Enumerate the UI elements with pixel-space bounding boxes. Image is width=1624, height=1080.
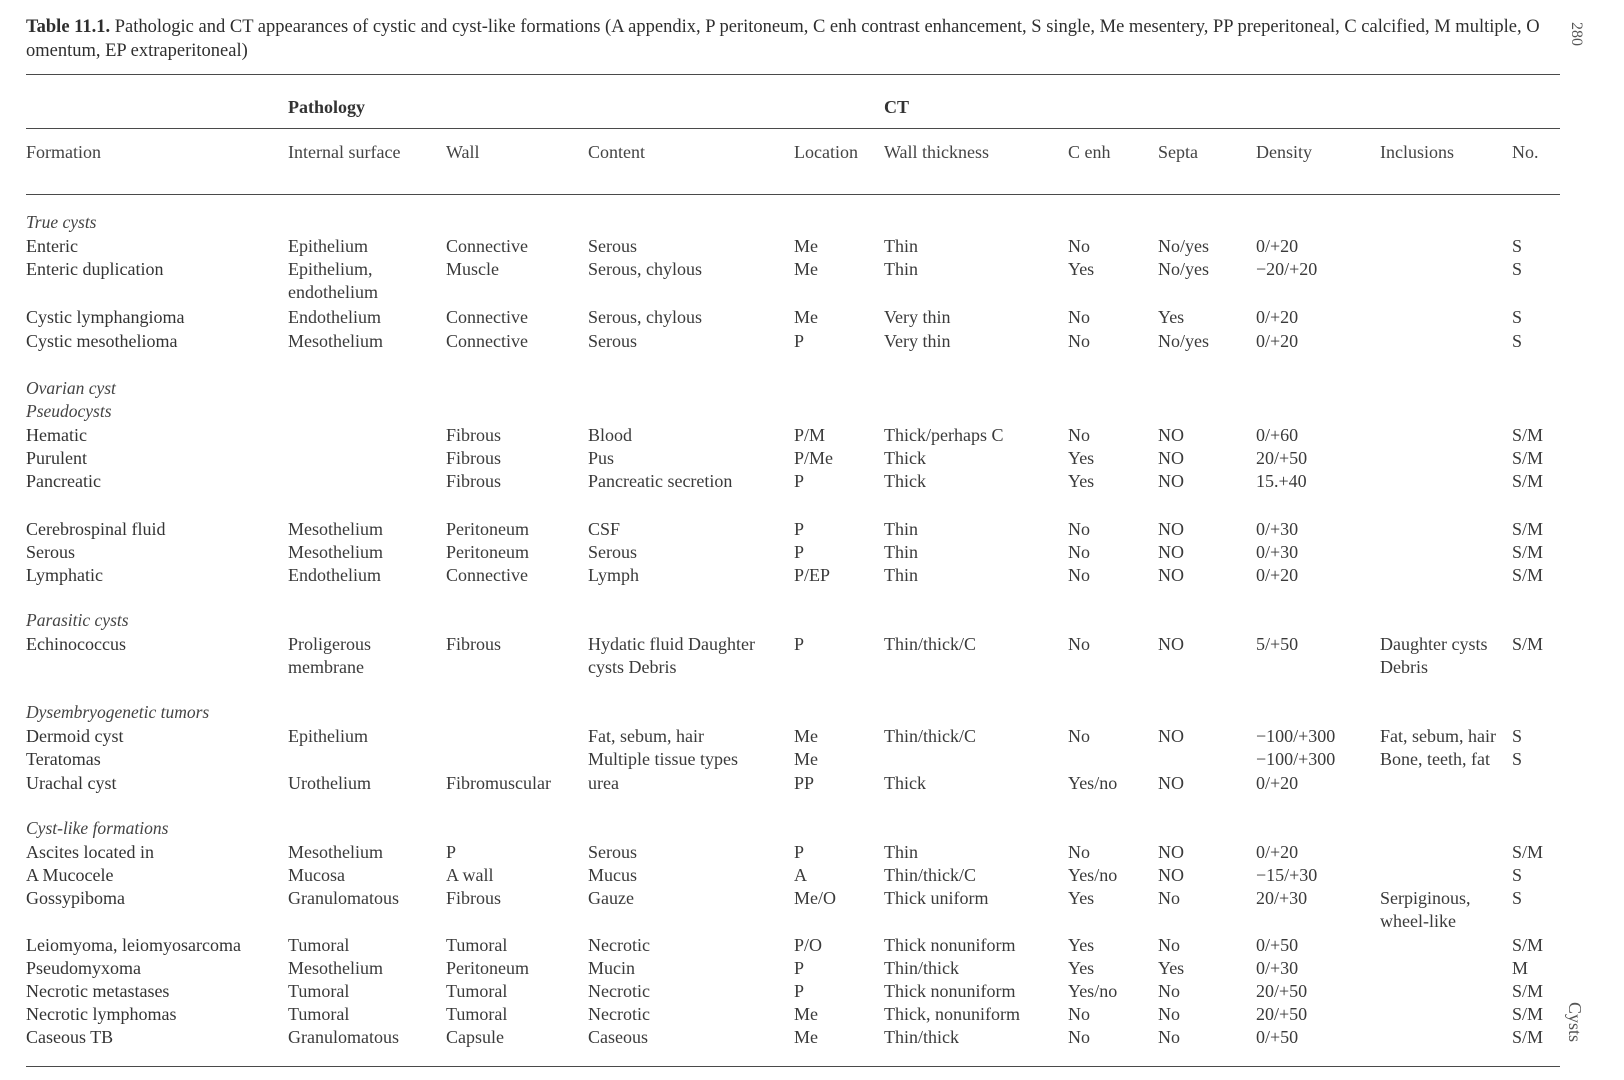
cell-septa: NO <box>1158 634 1184 654</box>
cell-no: S/M <box>1512 565 1544 585</box>
cell-wall: Connective <box>446 307 528 327</box>
cell-septa: NO <box>1158 425 1184 445</box>
cell-septa: NO <box>1158 773 1184 793</box>
cell-formation: Pancreatic <box>26 471 101 491</box>
cell-density: −20/+20 <box>1256 259 1318 279</box>
cell-formation: Caseous TB <box>26 1027 114 1047</box>
cell-wall: Peritoneum <box>446 542 529 562</box>
cell-c-enh: No <box>1068 842 1090 862</box>
cell-formation: Hematic <box>26 425 87 445</box>
cell-content: Serous <box>588 236 637 256</box>
group-header-ct: CT <box>884 97 910 117</box>
cell-density: 20/+50 <box>1256 448 1308 468</box>
cell-formation: Cystic mesothelioma <box>26 331 178 351</box>
cell-content: Necrotic <box>588 981 650 1001</box>
table-caption-text: Pathologic and CT appearances of cystic and cyst-like formations (A appendix, P peritoneum, C enh contrast enhancement, S single, Me mesentery, PP preperitoneal, C calcified, M multiple, O omentum, EP extraperitoneal) <box>26 17 1540 61</box>
column-header-rule <box>26 194 1560 195</box>
column-header-location: Location <box>794 142 858 162</box>
cell-density: −100/+300 <box>1256 749 1336 769</box>
cell-no: S/M <box>1512 1004 1544 1024</box>
cell-location: P <box>794 842 805 862</box>
section-heading: Cyst-like formations <box>26 818 169 838</box>
section-heading: Dysembryogenetic tumors <box>26 702 210 722</box>
cell-content: Hydatic fluid Daughter cysts Debris <box>588 634 755 677</box>
cell-location: Me <box>794 726 818 746</box>
cell-formation: Necrotic lymphomas <box>26 1004 177 1024</box>
cell-formation: Serous <box>26 542 75 562</box>
cell-no: S/M <box>1512 471 1544 491</box>
cell-no: S/M <box>1512 448 1544 468</box>
cell-c-enh: No <box>1068 425 1090 445</box>
cell-density: 0/+20 <box>1256 842 1299 862</box>
cell-inclusions: Daughter cysts Debris <box>1380 634 1488 677</box>
cell-c-enh: Yes/no <box>1068 865 1118 885</box>
cell-wall: Connective <box>446 565 528 585</box>
cell-density: −100/+300 <box>1256 726 1336 746</box>
cell-c-enh: No <box>1068 565 1090 585</box>
cell-septa: No <box>1158 1027 1180 1047</box>
cell-internal: Mucosa <box>288 865 345 885</box>
cell-location: P/EP <box>794 565 831 585</box>
cell-content: Mucus <box>588 865 637 885</box>
cell-no: S/M <box>1512 519 1544 539</box>
cell-formation: Gossypiboma <box>26 888 125 908</box>
cell-no: S/M <box>1512 981 1544 1001</box>
cell-density: 0/+20 <box>1256 773 1299 793</box>
cell-internal: Mesothelium <box>288 331 383 351</box>
page-number: 280 <box>1568 22 1585 46</box>
cell-septa: NO <box>1158 448 1184 468</box>
cell-content: Serous, chylous <box>588 259 702 279</box>
cell-content: Fat, sebum, hair <box>588 726 704 746</box>
cell-septa: No/yes <box>1158 236 1209 256</box>
cell-wall: Tumoral <box>446 1004 508 1024</box>
cell-formation: Teratomas <box>26 749 101 769</box>
cell-wall: Peritoneum <box>446 958 529 978</box>
cell-internal: Endothelium <box>288 307 381 327</box>
cell-c-enh: No <box>1068 331 1090 351</box>
cell-wall: A wall <box>446 865 494 885</box>
cell-location: P <box>794 958 805 978</box>
cell-no: S/M <box>1512 935 1544 955</box>
cell-wall-thickness: Thick nonuniform <box>884 981 1016 1001</box>
cell-wall-thickness: Thin/thick/C <box>884 634 976 654</box>
cell-no: S <box>1512 865 1523 885</box>
cell-c-enh: No <box>1068 1027 1090 1047</box>
cell-density: 0/+50 <box>1256 1027 1299 1047</box>
cell-no: S <box>1512 726 1523 746</box>
cell-content: Serous <box>588 842 637 862</box>
cell-c-enh: Yes <box>1068 888 1095 908</box>
cell-density: 5/+50 <box>1256 634 1299 654</box>
cell-inclusions: Bone, teeth, fat <box>1380 749 1490 769</box>
cell-wall-thickness: Thick <box>884 471 926 491</box>
group-header-rule <box>26 128 1560 129</box>
cell-formation: Lymphatic <box>26 565 103 585</box>
cell-septa: NO <box>1158 542 1184 562</box>
cell-wall-thickness: Thick nonuniform <box>884 935 1016 955</box>
cell-septa: NO <box>1158 865 1184 885</box>
cell-c-enh: No <box>1068 236 1090 256</box>
cell-content: Serous <box>588 331 637 351</box>
cell-septa: No <box>1158 1004 1180 1024</box>
cell-no: S <box>1512 331 1523 351</box>
cell-no: S/M <box>1512 542 1544 562</box>
cell-wall: Fibromuscular <box>446 773 551 793</box>
cell-no: S/M <box>1512 842 1544 862</box>
cell-c-enh: No <box>1068 726 1090 746</box>
cell-no: S <box>1512 236 1523 256</box>
cell-wall: Fibrous <box>446 425 502 445</box>
cell-septa: No/yes <box>1158 331 1209 351</box>
cell-density: 0/+20 <box>1256 236 1299 256</box>
cell-internal: Granulomatous <box>288 888 399 908</box>
cell-wall-thickness: Thick/perhaps C <box>884 425 1004 445</box>
cell-no: S <box>1512 888 1523 908</box>
cell-internal: Mesothelium <box>288 842 383 862</box>
cell-c-enh: Yes <box>1068 958 1095 978</box>
cell-wall: Fibrous <box>446 448 502 468</box>
cell-location: P <box>794 471 805 491</box>
group-header-pathology: Pathology <box>288 97 366 117</box>
cell-location: A <box>794 865 807 885</box>
cell-wall: Tumoral <box>446 981 508 1001</box>
cell-wall: Tumoral <box>446 935 508 955</box>
cell-c-enh: Yes <box>1068 448 1095 468</box>
cell-septa: No/yes <box>1158 259 1209 279</box>
cell-internal: Tumoral <box>288 981 350 1001</box>
cell-wall-thickness: Thick <box>884 448 926 468</box>
cell-content: Caseous <box>588 1027 648 1047</box>
cell-septa: No <box>1158 981 1180 1001</box>
cell-formation: Enteric <box>26 236 78 256</box>
cell-formation: Leiomyoma, leiomyosarcoma <box>26 935 241 955</box>
cell-c-enh: No <box>1068 307 1090 327</box>
cell-c-enh: Yes <box>1068 935 1095 955</box>
cell-wall: Fibrous <box>446 634 502 654</box>
cell-c-enh: No <box>1068 519 1090 539</box>
cell-content: Blood <box>588 425 633 445</box>
chapter-title: Cysts <box>1565 1002 1585 1043</box>
column-header-c-enh: C enh <box>1068 142 1111 162</box>
cell-internal: Mesothelium <box>288 519 383 539</box>
cell-wall-thickness: Thick <box>884 773 926 793</box>
cell-content: Multiple tissue types <box>588 749 738 769</box>
cell-internal: Epithelium <box>288 236 368 256</box>
cell-content: Necrotic <box>588 1004 650 1024</box>
cell-formation: Cystic lymphangioma <box>26 307 185 327</box>
column-header-no: No. <box>1512 142 1539 162</box>
cell-location: Me <box>794 1027 818 1047</box>
cell-no: S <box>1512 259 1523 279</box>
cell-wall-thickness: Thick uniform <box>884 888 989 908</box>
column-header-inclusions: Inclusions <box>1380 142 1454 162</box>
table-top-rule <box>26 74 1560 75</box>
cell-wall: Capsule <box>446 1027 504 1047</box>
cell-septa: NO <box>1158 471 1184 491</box>
cell-internal: Tumoral <box>288 935 350 955</box>
cell-inclusions: Serpiginous, wheel-like <box>1380 888 1471 931</box>
cell-internal: Granulomatous <box>288 1027 399 1047</box>
column-header-density: Density <box>1256 142 1312 162</box>
column-header-septa: Septa <box>1158 142 1198 162</box>
section-heading: Ovarian cyst <box>26 378 116 398</box>
cell-septa: NO <box>1158 519 1184 539</box>
cell-location: P/O <box>794 935 823 955</box>
cell-wall-thickness: Thin <box>884 565 918 585</box>
cell-septa: NO <box>1158 842 1184 862</box>
cell-c-enh: No <box>1068 1004 1090 1024</box>
cell-wall: Fibrous <box>446 471 502 491</box>
cell-location: P/M <box>794 425 826 445</box>
cell-internal: Mesothelium <box>288 958 383 978</box>
cell-internal: Epithelium, endothelium <box>288 259 378 302</box>
cell-no: S <box>1512 749 1523 769</box>
cell-no: S/M <box>1512 425 1544 445</box>
cell-no: S/M <box>1512 1027 1544 1047</box>
cell-septa: NO <box>1158 565 1184 585</box>
cell-wall-thickness: Thin/thick/C <box>884 726 976 746</box>
cell-density: −15/+30 <box>1256 865 1318 885</box>
cell-density: 20/+50 <box>1256 1004 1308 1024</box>
cell-density: 0/+50 <box>1256 935 1299 955</box>
cell-density: 0/+30 <box>1256 542 1299 562</box>
cell-formation: Echinococcus <box>26 634 126 654</box>
cell-wall: Connective <box>446 236 528 256</box>
cell-density: 15.+40 <box>1256 471 1307 491</box>
cell-wall-thickness: Thin/thick <box>884 958 959 978</box>
cell-location: P <box>794 981 805 1001</box>
cell-location: P <box>794 331 805 351</box>
cell-internal: Urothelium <box>288 773 371 793</box>
section-heading: Parasitic cysts <box>26 610 129 630</box>
column-header-wall-thickness: Wall thickness <box>884 142 990 162</box>
cell-content: Serous <box>588 542 637 562</box>
cell-location: P/Me <box>794 448 834 468</box>
cell-content: Mucin <box>588 958 635 978</box>
cell-wall-thickness: Thin <box>884 236 918 256</box>
cell-septa: No <box>1158 935 1180 955</box>
cell-location: P <box>794 542 805 562</box>
cell-formation: Enteric duplication <box>26 259 164 279</box>
cell-content: Pus <box>588 448 615 468</box>
cell-c-enh: Yes/no <box>1068 981 1118 1001</box>
cell-content: Serous, chylous <box>588 307 702 327</box>
cell-c-enh: Yes/no <box>1068 773 1118 793</box>
cell-wall-thickness: Thick, nonuniform <box>884 1004 1020 1024</box>
table-caption <box>26 15 1566 63</box>
cell-location: Me <box>794 1004 818 1024</box>
cell-formation: Cerebrospinal fluid <box>26 519 166 539</box>
cell-internal: Proligerous membrane <box>288 634 371 677</box>
cell-septa: No <box>1158 888 1180 908</box>
section-heading: True cysts <box>26 212 97 232</box>
cell-septa: Yes <box>1158 307 1185 327</box>
cell-location: Me <box>794 236 818 256</box>
cell-location: P <box>794 634 805 654</box>
cell-septa: Yes <box>1158 958 1185 978</box>
cell-no: S <box>1512 307 1523 327</box>
cell-wall: Connective <box>446 331 528 351</box>
cell-no: S/M <box>1512 634 1544 654</box>
cell-internal: Epithelium <box>288 726 368 746</box>
cell-septa: NO <box>1158 726 1184 746</box>
cell-density: 20/+30 <box>1256 888 1308 908</box>
cell-content: urea <box>588 773 619 793</box>
cell-formation: Necrotic metastases <box>26 981 170 1001</box>
cell-content: Gauze <box>588 888 634 908</box>
cell-location: P <box>794 519 805 539</box>
cell-formation: Dermoid cyst <box>26 726 124 746</box>
cell-density: 0/+20 <box>1256 565 1299 585</box>
cell-formation: Pseudomyxoma <box>26 958 141 978</box>
cell-location: PP <box>794 773 815 793</box>
cell-density: 0/+20 <box>1256 307 1299 327</box>
cell-formation: Ascites located in <box>26 842 154 862</box>
cell-wall-thickness: Thin <box>884 259 918 279</box>
cell-location: Me/O <box>794 888 836 908</box>
cell-formation: Purulent <box>26 448 87 468</box>
cell-wall-thickness: Thin <box>884 542 918 562</box>
cell-internal: Endothelium <box>288 565 381 585</box>
cell-location: Me <box>794 749 818 769</box>
table-bottom-rule <box>26 1066 1560 1067</box>
cell-content: Necrotic <box>588 935 650 955</box>
cell-content: Pancreatic secretion <box>588 471 733 491</box>
cell-location: Me <box>794 259 818 279</box>
cell-wall-thickness: Very thin <box>884 307 951 327</box>
section-heading: Pseudocysts <box>26 401 112 421</box>
cell-content: Lymph <box>588 565 640 585</box>
cell-wall: Peritoneum <box>446 519 529 539</box>
cell-density: 0/+30 <box>1256 958 1299 978</box>
cell-content: CSF <box>588 519 621 539</box>
cell-wall: Muscle <box>446 259 499 279</box>
cell-density: 20/+50 <box>1256 981 1308 1001</box>
cell-c-enh: Yes <box>1068 471 1095 491</box>
cell-density: 0/+20 <box>1256 331 1299 351</box>
cell-c-enh: No <box>1068 542 1090 562</box>
cell-density: 0/+30 <box>1256 519 1299 539</box>
cell-wall: P <box>446 842 457 862</box>
table-caption-label: Table 11.1. <box>26 17 111 37</box>
cell-density: 0/+60 <box>1256 425 1299 445</box>
cell-c-enh: No <box>1068 634 1090 654</box>
cell-internal: Mesothelium <box>288 542 383 562</box>
cell-wall: Fibrous <box>446 888 502 908</box>
cell-formation: Urachal cyst <box>26 773 117 793</box>
cell-wall-thickness: Thin/thick <box>884 1027 959 1047</box>
cell-formation: A Mucocele <box>26 865 114 885</box>
cell-location: Me <box>794 307 818 327</box>
column-header-internal: Internal surface <box>288 142 401 162</box>
cell-c-enh: Yes <box>1068 259 1095 279</box>
cell-no: M <box>1512 958 1529 978</box>
cell-inclusions: Fat, sebum, hair <box>1380 726 1496 746</box>
column-header-formation: Formation <box>26 142 101 162</box>
column-header-content: Content <box>588 142 645 162</box>
cell-wall-thickness: Very thin <box>884 331 951 351</box>
cell-wall-thickness: Thin/thick/C <box>884 865 976 885</box>
cell-wall-thickness: Thin <box>884 842 918 862</box>
cell-wall-thickness: Thin <box>884 519 918 539</box>
cell-internal: Tumoral <box>288 1004 350 1024</box>
column-header-wall: Wall <box>446 142 480 162</box>
